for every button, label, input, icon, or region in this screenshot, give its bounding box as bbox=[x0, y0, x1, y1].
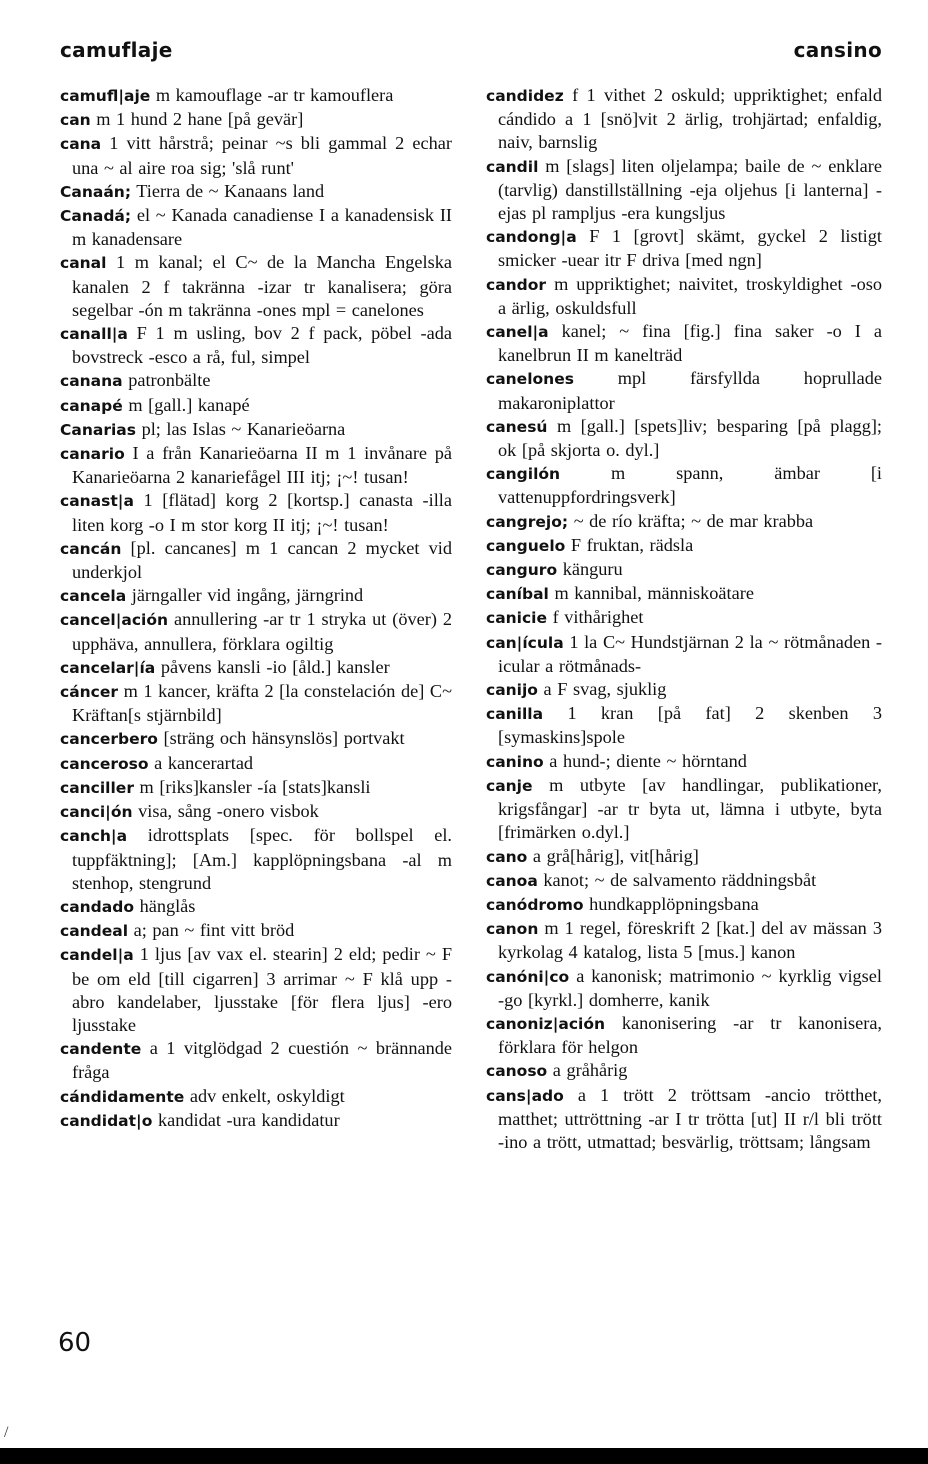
definition: mpl färsfyllda hoprullade makaroniplattor bbox=[498, 368, 882, 413]
headword: candente bbox=[60, 1040, 142, 1059]
definition: 1 vitt hårstrå; peinar ~s bli gammal 2 echar una ~ al aire roa sig; 'slå runt' bbox=[72, 133, 452, 178]
dictionary-entry bbox=[60, 369, 452, 393]
dictionary-entry bbox=[60, 919, 452, 943]
definition: 1 m kanal; el C~ de la Mancha Engelska kanalen 2 f takränna -izar tr kanalisera; göra segelbar -ón m takränna -ones mpl = canelones bbox=[72, 252, 452, 320]
headword: cana bbox=[60, 135, 102, 154]
dictionary-entry bbox=[60, 895, 452, 919]
headword: cándidamente bbox=[60, 1087, 185, 1106]
dictionary-entry bbox=[486, 320, 882, 367]
definition: m [riks]kansler -ía [stats]kansli bbox=[139, 776, 371, 797]
definition: hundkapplöpningsbana bbox=[589, 893, 759, 914]
headword: canguelo bbox=[486, 536, 566, 555]
page-number: 60 bbox=[58, 1328, 92, 1358]
definition: adv enkelt, oskyldigt bbox=[189, 1085, 345, 1106]
definition: a grå[hårig], vit[hårig] bbox=[532, 845, 699, 866]
dictionary-entry bbox=[486, 273, 882, 320]
definition: m [gall.] [spets]liv; besparing [på plagg]; ok [på skjorta o. dyl.] bbox=[498, 415, 883, 461]
definition: hänglås bbox=[139, 895, 196, 916]
definition: annullering -ar tr 1 stryka ut (över) 2 upphäva, annullera, förklara ogiltig bbox=[72, 609, 452, 654]
dictionary-entry bbox=[60, 537, 452, 584]
definition: el ~ Kanada canadiense I a kanadensisk II m kanadensare bbox=[72, 205, 452, 250]
definition: påvens kansli -io [åld.] kansler bbox=[160, 656, 390, 677]
headword: camufl|aje bbox=[60, 87, 151, 105]
definition: visa, sång -onero visbok bbox=[138, 801, 319, 822]
definition: [pl. cancanes] m 1 cancan 2 mycket vid underkjol bbox=[72, 537, 452, 583]
definition: f vithårighet bbox=[552, 607, 644, 628]
headword: cáncer bbox=[60, 683, 119, 702]
dictionary-entry bbox=[486, 225, 882, 272]
dictionary-entry bbox=[60, 418, 452, 442]
dictionary-entry bbox=[486, 702, 882, 749]
dictionary-entry bbox=[60, 442, 452, 489]
headword: candor bbox=[486, 275, 547, 294]
definition: pl; las Islas ~ Kanarieöarna bbox=[141, 418, 346, 439]
headword: candidat|o bbox=[60, 1111, 153, 1130]
headword: candidez bbox=[486, 87, 564, 105]
definition: m 1 regel, föreskrift 2 [kat.] del av mässan 3 kyrkolag 4 katalog, lista 5 [mus.] kanon bbox=[498, 918, 882, 963]
dictionary-entry bbox=[60, 489, 452, 536]
definition: ~ de río kräfta; ~ de mar krabba bbox=[573, 510, 814, 531]
dictionary-entry bbox=[486, 415, 882, 462]
definition: m [slags] liten oljelampa; baile de ~ enklare (tarvlig) danstillställning -eja oljehus [i lanterna] -ejas pl rampljus -era kungsljus bbox=[498, 155, 882, 224]
definition: F fruktan, rädsla bbox=[570, 534, 694, 555]
headword: canario bbox=[60, 445, 125, 464]
dictionary-entry bbox=[486, 367, 882, 414]
running-head-right: cansino bbox=[793, 38, 882, 62]
headword: canoso bbox=[486, 1062, 548, 1081]
headword: candeal bbox=[60, 922, 129, 941]
dictionary-entry bbox=[60, 180, 452, 204]
dictionary-entry bbox=[60, 132, 452, 179]
headword: cancela bbox=[60, 587, 127, 606]
definition: idrottsplats [spec. för bollspel el. tuppfäktning]; [Am.] kapplöpningsbana -al m stenhop, stengrund bbox=[72, 825, 453, 893]
dictionary-entry bbox=[486, 750, 882, 774]
dictionary-entry bbox=[60, 752, 452, 776]
dictionary-entry bbox=[60, 84, 452, 108]
stray-mark: / bbox=[4, 1424, 9, 1441]
definition: [sträng och hänsynslös] portvakt bbox=[163, 728, 405, 749]
dictionary-entry bbox=[60, 656, 452, 680]
dictionary-entry bbox=[486, 965, 882, 1012]
headword: cancerbero bbox=[60, 730, 158, 749]
headword: caníbal bbox=[486, 585, 549, 604]
headword: canel|a bbox=[486, 323, 549, 342]
headword: Canaán; bbox=[60, 182, 132, 201]
definition: f 1 vithet 2 oskuld; uppriktighet; enfald cándido a 1 [snö]vit 2 ärlig, trohjärtad; enfaldig, naiv, barnslig bbox=[498, 85, 882, 153]
headword: canapé bbox=[60, 396, 123, 415]
dictionary-entry bbox=[486, 510, 882, 534]
dictionary-entry bbox=[60, 1085, 452, 1109]
dictionary-entry bbox=[60, 1037, 452, 1084]
headword: cano bbox=[486, 847, 528, 866]
definition: Tierra de ~ Kanaans land bbox=[136, 180, 325, 201]
dictionary-entry bbox=[60, 251, 452, 322]
headword: cancán bbox=[60, 539, 122, 558]
dictionary-entry bbox=[486, 869, 882, 893]
definition: patronbälte bbox=[128, 370, 211, 391]
headword: canino bbox=[486, 752, 544, 771]
headword: candado bbox=[60, 897, 134, 916]
headword: canódromo bbox=[486, 895, 584, 914]
headword: can bbox=[60, 111, 91, 130]
dictionary-entry bbox=[486, 462, 882, 509]
headword: canal bbox=[60, 254, 107, 273]
definition: a gråhårig bbox=[552, 1060, 628, 1081]
definition: a kancerartad bbox=[154, 752, 254, 773]
headword: canguro bbox=[486, 561, 558, 580]
definition: a F svag, sjuklig bbox=[543, 679, 667, 700]
definition: a 1 vitglödgad 2 cuestión ~ brännande fråga bbox=[72, 1038, 452, 1083]
definition: känguru bbox=[562, 559, 623, 580]
definition: kandidat -ura kandidatur bbox=[157, 1109, 340, 1130]
dictionary-entry bbox=[486, 84, 882, 155]
definition: m kamouflage -ar tr kamouflera bbox=[155, 85, 394, 105]
headword: canast|a bbox=[60, 492, 134, 511]
definition: kanot; ~ de salvamento räddningsbåt bbox=[543, 869, 817, 890]
definition: m kannibal, människoätare bbox=[554, 583, 754, 604]
definition: F 1 [grovt] skämt, gyckel 2 listigt smicker -uear itr F driva [med ngn] bbox=[498, 226, 882, 271]
dictionary-entry bbox=[486, 631, 882, 678]
definition: F 1 m usling, bov 2 f pack, pöbel -ada bovstreck -esco a rå, ful, simpel bbox=[72, 323, 452, 368]
definition: kanonisering -ar tr kanonisera, förklara för helgon bbox=[498, 1012, 883, 1058]
headword: cancel|ación bbox=[60, 611, 169, 630]
headword: canch|a bbox=[60, 827, 128, 846]
headword: canoa bbox=[486, 871, 538, 890]
definition: a hund-; diente ~ hörntand bbox=[549, 750, 747, 771]
dictionary-entry bbox=[486, 917, 882, 964]
dictionary-entry bbox=[486, 774, 882, 845]
dictionary-entry bbox=[60, 943, 452, 1037]
definition: I a från Kanarieöarna II m 1 invånare på Kanarieöarna 2 kanariefågel III itj; ¡~! tusan! bbox=[72, 443, 452, 488]
dictionary-entry bbox=[486, 534, 882, 558]
left-column bbox=[60, 84, 452, 1133]
dictionary-entry bbox=[486, 155, 882, 226]
headword: canilla bbox=[486, 705, 544, 724]
definition: m [gall.] kanapé bbox=[128, 394, 250, 415]
headword: canceroso bbox=[60, 754, 149, 773]
dictionary-entry bbox=[60, 680, 452, 727]
headword: canesú bbox=[486, 417, 548, 436]
dictionary-entry bbox=[60, 1109, 452, 1133]
dictionary-entry bbox=[486, 1059, 882, 1083]
definition: 1 ljus [av vax el. stearin] 2 eld; pedir ~ F be om eld [till cigarren] 3 arrimar ~ F klå upp -abro kandelaber, ljusstake [för flera ljus] -ero ljusstake bbox=[72, 944, 453, 1035]
right-column bbox=[486, 84, 882, 1154]
headword: canje bbox=[486, 776, 533, 795]
definition: kanel; ~ fina [fig.] fina saker -o I a kanelbrun II m kanelträd bbox=[498, 321, 882, 366]
definition: m 1 kancer, kräfta 2 [la constelación de] C~ Kräftan[s stjärnbild] bbox=[72, 681, 452, 726]
dictionary-entry bbox=[60, 584, 452, 608]
definition: a kanonisk; matrimonio ~ kyrklig vigsel -go [kyrkl.] domherre, kanik bbox=[498, 965, 882, 1010]
headword: candong|a bbox=[486, 228, 577, 247]
headword: canall|a bbox=[60, 325, 128, 344]
headword: cangrejo; bbox=[486, 512, 569, 531]
headword: Canadá; bbox=[60, 207, 132, 226]
definition: järngaller vid ingång, järngrind bbox=[131, 585, 364, 606]
dictionary-entry bbox=[60, 800, 452, 824]
dictionary-entry bbox=[486, 582, 882, 606]
definition: 1 kran [på fat] 2 skenben 3 [symaskins]spole bbox=[498, 703, 882, 748]
dictionary-entry bbox=[486, 606, 882, 630]
headword: cangilón bbox=[486, 465, 561, 484]
dictionary-entry bbox=[60, 824, 452, 895]
headword: canóni|co bbox=[486, 967, 570, 986]
dictionary-entry bbox=[60, 322, 452, 369]
definition: m 1 hund 2 hane [på gevär] bbox=[96, 109, 304, 130]
definition: 1 [flätad] korg 2 [kortsp.] canasta -illa liten korg -o I m stor korg II itj; ¡~! tusan! bbox=[72, 490, 452, 535]
dictionary-entry bbox=[486, 678, 882, 702]
dictionary-entry bbox=[60, 608, 452, 655]
scan-border bbox=[0, 1448, 928, 1464]
definition: a; pan ~ fint vitt bröd bbox=[133, 920, 295, 941]
headword: canci|ón bbox=[60, 803, 133, 822]
dictionary-entry bbox=[60, 394, 452, 418]
running-head-left: camuflaje bbox=[60, 38, 173, 62]
dictionary-entry bbox=[486, 845, 882, 869]
dictionary-entry bbox=[60, 776, 452, 800]
definition: 1 la C~ Hundstjärnan 2 la ~ rötmånaden -icular a rötmånads- bbox=[498, 631, 883, 676]
dictionary-entry bbox=[60, 204, 452, 251]
dictionary-entry bbox=[60, 727, 452, 751]
definition: m utbyte [av handlingar, publikationer, krigsfångar] -ar tr byta ut, lämna i utbyte, byta [frimärken o.dyl.] bbox=[498, 774, 882, 843]
headword: canijo bbox=[486, 681, 538, 700]
headword: canicie bbox=[486, 609, 548, 628]
dictionary-entry bbox=[486, 1012, 882, 1059]
definition: m spann, ämbar [i vattenuppfordringsverk] bbox=[498, 463, 882, 508]
headword: candil bbox=[486, 157, 539, 176]
headword: cancelar|ía bbox=[60, 658, 156, 677]
definition: a 1 trött 2 tröttsam -ancio trötthet, matthet; uttröttning -ar I tr trötta [ut] II r/l bli trött -ino a trött, utmattad; besvärlig, tröttsam; långsam bbox=[498, 1084, 882, 1152]
dictionary-entry bbox=[60, 108, 452, 132]
headword: canelones bbox=[486, 370, 574, 389]
headword: Canarias bbox=[60, 420, 136, 439]
headword: can|ícula bbox=[486, 633, 564, 652]
headword: canoniz|ación bbox=[486, 1014, 606, 1033]
dictionary-entry bbox=[486, 1084, 882, 1155]
headword: cans|ado bbox=[486, 1086, 564, 1105]
definition: m uppriktighet; naivitet, troskyldighet -oso a ärlig, oskuldsfull bbox=[498, 273, 882, 318]
dictionary-entry bbox=[486, 558, 882, 582]
headword: canciller bbox=[60, 778, 134, 797]
headword: canana bbox=[60, 372, 123, 391]
headword: candel|a bbox=[60, 946, 134, 965]
headword: canon bbox=[486, 920, 539, 939]
dictionary-entry bbox=[486, 893, 882, 917]
